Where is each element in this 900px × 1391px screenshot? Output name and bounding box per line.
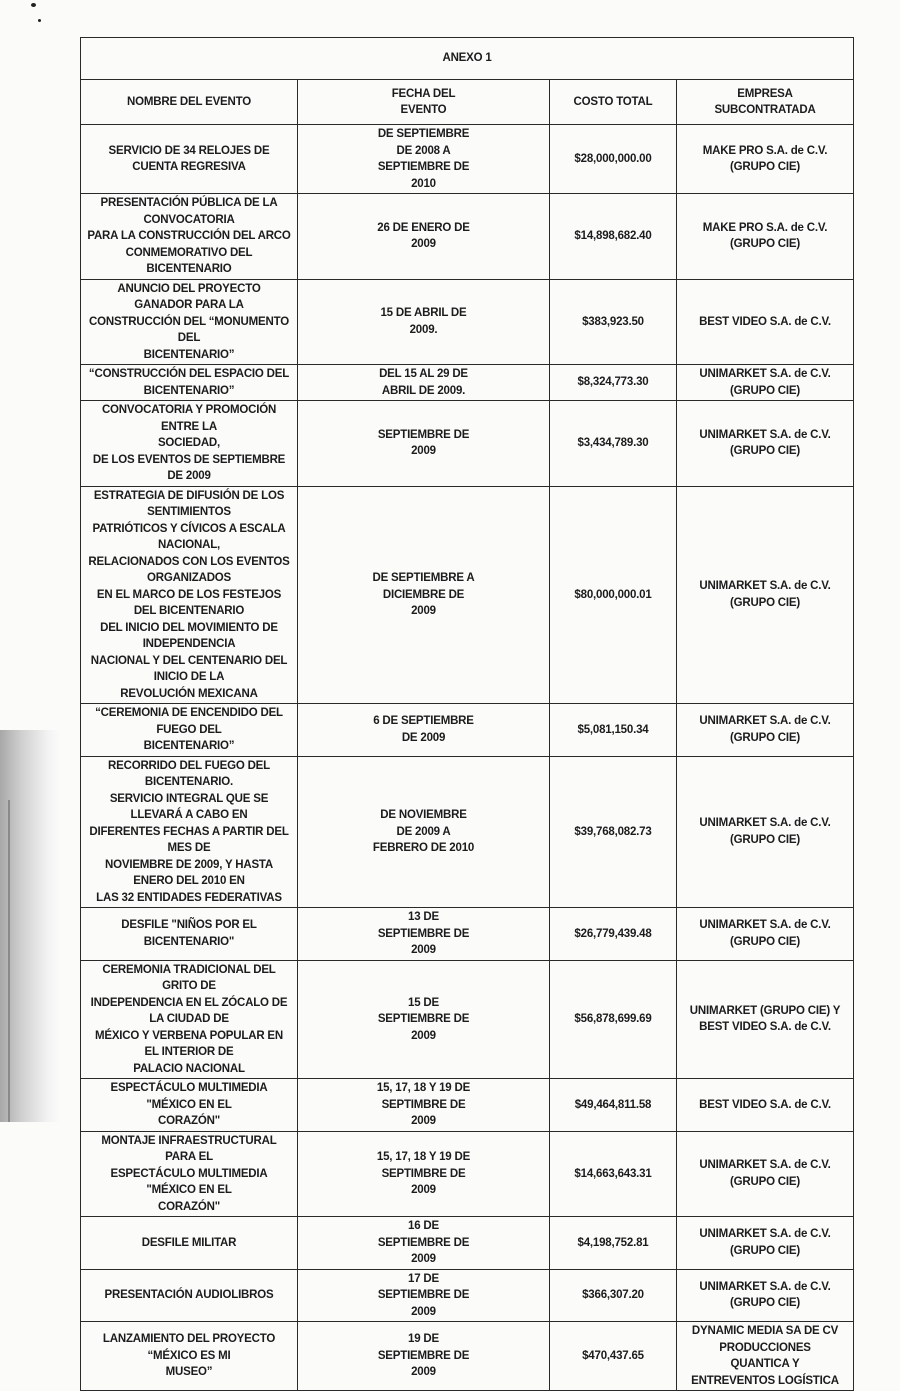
cell-event-date: DEL 15 AL 29 DE ABRIL DE 2009. [298, 365, 550, 401]
header-subcontractor: EMPRESA SUBCONTRATADA [677, 80, 854, 125]
cell-event-name: DESFILE "NIÑOS POR EL BICENTENARIO" [81, 908, 298, 961]
cell-subcontractor: UNIMARKET S.A. de C.V. (GRUPO CIE) [677, 1131, 854, 1217]
cell-total-cost: $80,000,000.01 [550, 486, 677, 704]
cell-event-date: DE NOVIEMBRE DE 2009 A FEBRERO DE 2010 [298, 756, 550, 908]
cell-total-cost: $366,307.20 [550, 1269, 677, 1322]
cell-subcontractor: UNIMARKET S.A. de C.V. (GRUPO CIE) [677, 908, 854, 961]
cell-total-cost: $56,878,699.69 [550, 960, 677, 1079]
cell-event-name: ESTRATEGIA DE DIFUSIÓN DE LOS SENTIMIENTOS PATRIÓTICOS Y CÍVICOS A ESCALA NACIONAL, RELACIONADOS CON LOS EVENTOS ORGANIZADOS EN EL MARCO DE LOS FESTEJOS DEL BICENTENARIO DEL INICIO DEL MOVIMIENTO DE INDEPENDENCIA NACIONAL Y DEL CENTENARIO DEL INICIO DE LA REVOLUCIÓN MEXICANA [81, 486, 298, 704]
cell-event-name: “CONSTRUCCIÓN DEL ESPACIO DEL BICENTENARIO” [81, 365, 298, 401]
cell-total-cost: $3,434,789.30 [550, 401, 677, 487]
table-row [81, 1131, 854, 1217]
cell-event-name: CONVOCATORIA Y PROMOCIÓN ENTRE LA SOCIEDAD, DE LOS EVENTOS DE SEPTIEMBRE DE 2009 [81, 401, 298, 487]
cell-event-date: 6 DE SEPTIEMBRE DE 2009 [298, 704, 550, 757]
cell-event-name: DESFILE MILITAR [81, 1217, 298, 1270]
cell-subcontractor: BEST VIDEO S.A. de C.V. [677, 1079, 854, 1132]
cell-event-date: 17 DE SEPTIEMBRE DE 2009 [298, 1269, 550, 1322]
cell-event-date: 15, 17, 18 Y 19 DE SEPTIMBRE DE 2009 [298, 1131, 550, 1217]
cell-subcontractor: BEST VIDEO S.A. de C.V. [677, 279, 854, 365]
cell-event-name: SERVICIO DE 34 RELOJES DE CUENTA REGRESIVA [81, 125, 298, 194]
cell-total-cost: $470,437.65 [550, 1322, 677, 1391]
table-row [81, 1269, 854, 1322]
header-event-date: FECHA DEL EVENTO [298, 80, 550, 125]
cell-total-cost: $26,779,439.48 [550, 908, 677, 961]
cell-event-date: 26 DE ENERO DE 2009 [298, 194, 550, 280]
cell-event-date: 15 DE ABRIL DE 2009. [298, 279, 550, 365]
cell-event-date: 15 DE SEPTIEMBRE DE 2009 [298, 960, 550, 1079]
cell-event-name: RECORRIDO DEL FUEGO DEL BICENTENARIO. SERVICIO INTEGRAL QUE SE LLEVARÁ A CABO EN DIFERENTES FECHAS A PARTIR DEL MES DE NOVIEMBRE DE 2009, Y HASTA ENERO DEL 2010 EN LAS 32 ENTIDADES FEDERATIVAS [81, 756, 298, 908]
table-row [81, 279, 854, 365]
cell-event-date: 16 DE SEPTIEMBRE DE 2009 [298, 1217, 550, 1270]
cell-event-name: PRESENTACIÓN AUDIOLIBROS [81, 1269, 298, 1322]
cell-event-name: MONTAJE INFRAESTRUCTURAL PARA EL ESPECTÁCULO MULTIMEDIA "MÉXICO EN EL CORAZÓN" [81, 1131, 298, 1217]
cell-event-date: 13 DE SEPTIEMBRE DE 2009 [298, 908, 550, 961]
cell-subcontractor: UNIMARKET S.A. de C.V. (GRUPO CIE) [677, 365, 854, 401]
table-row [81, 125, 854, 194]
cell-subcontractor: UNIMARKET S.A. de C.V. (GRUPO CIE) [677, 704, 854, 757]
cell-subcontractor: UNIMARKET S.A. de C.V. (GRUPO CIE) [677, 756, 854, 908]
table-row [81, 960, 854, 1079]
cell-subcontractor: UNIMARKET (GRUPO CIE) Y BEST VIDEO S.A. de C.V. [677, 960, 854, 1079]
cell-total-cost: $14,663,643.31 [550, 1131, 677, 1217]
cell-subcontractor: UNIMARKET S.A. de C.V. (GRUPO CIE) [677, 1269, 854, 1322]
cell-total-cost: $4,198,752.81 [550, 1217, 677, 1270]
scan-edge-line [8, 800, 10, 1122]
header-event-name: NOMBRE DEL EVENTO [81, 80, 298, 125]
table-row [81, 908, 854, 961]
scan-speck [38, 19, 41, 22]
cell-event-date: SEPTIEMBRE DE 2009 [298, 401, 550, 487]
cell-event-name: LANZAMIENTO DEL PROYECTO “MÉXICO ES MI MUSEO” [81, 1322, 298, 1391]
cell-subcontractor: UNIMARKET S.A. de C.V. (GRUPO CIE) [677, 1217, 854, 1270]
annex-title: ANEXO 1 [81, 38, 854, 80]
table-row [81, 1217, 854, 1270]
scan-speck [31, 3, 36, 7]
header-total-cost: COSTO TOTAL [550, 80, 677, 125]
table-row [81, 1322, 854, 1391]
table-row [81, 756, 854, 908]
cell-total-cost: $383,923.50 [550, 279, 677, 365]
cell-total-cost: $5,081,150.34 [550, 704, 677, 757]
cell-event-date: 15, 17, 18 Y 19 DE SEPTIMBRE DE 2009 [298, 1079, 550, 1132]
table-row [81, 401, 854, 487]
cell-subcontractor: UNIMARKET S.A. de C.V. (GRUPO CIE) [677, 486, 854, 704]
cell-subcontractor: DYNAMIC MEDIA SA DE CV PRODUCCIONES QUANTICA Y ENTREVENTOS LOGÍSTICA [677, 1322, 854, 1391]
title-row [81, 38, 854, 80]
header-row [81, 80, 854, 125]
cell-event-name: PRESENTACIÓN PÚBLICA DE LA CONVOCATORIA PARA LA CONSTRUCCIÓN DEL ARCO CONMEMORATIVO DEL BICENTENARIO [81, 194, 298, 280]
cell-event-name: “CEREMONIA DE ENCENDIDO DEL FUEGO DEL BICENTENARIO” [81, 704, 298, 757]
cell-event-date: DE SEPTIEMBRE A DICIEMBRE DE 2009 [298, 486, 550, 704]
cell-event-date: 19 DE SEPTIEMBRE DE 2009 [298, 1322, 550, 1391]
cell-event-name: ANUNCIO DEL PROYECTO GANADOR PARA LA CONSTRUCCIÓN DEL “MONUMENTO DEL BICENTENARIO” [81, 279, 298, 365]
cell-total-cost: $8,324,773.30 [550, 365, 677, 401]
table-row [81, 365, 854, 401]
table-row [81, 194, 854, 280]
annex-table [80, 37, 854, 1391]
cell-total-cost: $28,000,000.00 [550, 125, 677, 194]
cell-subcontractor: MAKE PRO S.A. de C.V. (GRUPO CIE) [677, 125, 854, 194]
cell-total-cost: $39,768,082.73 [550, 756, 677, 908]
table-row [81, 704, 854, 757]
table-row [81, 486, 854, 704]
table-row [81, 1079, 854, 1132]
cell-event-name: CEREMONIA TRADICIONAL DEL GRITO DE INDEPENDENCIA EN EL ZÓCALO DE LA CIUDAD DE MÉXICO Y VERBENA POPULAR EN EL INTERIOR DE PALACIO NACIONAL [81, 960, 298, 1079]
cell-total-cost: $14,898,682.40 [550, 194, 677, 280]
cell-subcontractor: MAKE PRO S.A. de C.V. (GRUPO CIE) [677, 194, 854, 280]
cell-total-cost: $49,464,811.58 [550, 1079, 677, 1132]
cell-event-name: ESPECTÁCULO MULTIMEDIA "MÉXICO EN EL CORAZÓN" [81, 1079, 298, 1132]
cell-event-date: DE SEPTIEMBRE DE 2008 A SEPTIEMBRE DE 2010 [298, 125, 550, 194]
cell-subcontractor: UNIMARKET S.A. de C.V. (GRUPO CIE) [677, 401, 854, 487]
